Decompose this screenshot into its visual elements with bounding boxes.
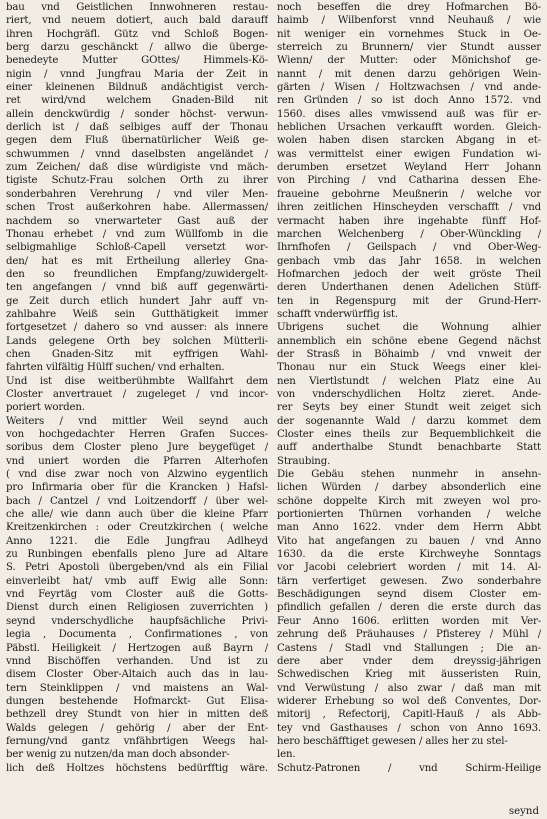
text-line: Die Gebäu stehen nunmehr in ansehn- — [277, 469, 541, 481]
text-line: Weiters / vnd mittler Weil seynd auch — [6, 415, 268, 427]
text-line: heblichen Ursachen verkaufft worden. Gleich- — [277, 122, 541, 134]
text-line: Päbstl. Heiligkeit / Hertzogen auß Bayrn / — [6, 642, 268, 654]
text-line: bethzell drey Stundt von hier in mitten deß — [6, 709, 268, 721]
text-line: seynd vnderschydliche haupfsächliche Privi- — [6, 615, 268, 627]
text-line: Closter anvertrauet / zugeleget / vnd incor- — [6, 388, 268, 400]
text-line: der sogenannte Wald / darzu kommet dem — [277, 415, 541, 427]
text-line: lich deß Holtzes höchstens bedürfftig wäre. — [6, 762, 268, 774]
text-line: tern Steinklippen / vnd maistens an Wal- — [6, 682, 268, 694]
text-line: pfindlich gefallen / deren die erste durch das — [277, 602, 541, 614]
text-line: sonderbahren Verehrung / vnd viler Men- — [6, 188, 268, 200]
text-line: gärten / Wisen / Holtzwachsen / vnd ande- — [277, 82, 541, 94]
text-line: wolen haben disen starcken Abgang in et- — [277, 135, 541, 147]
text-line: Thonau nur ein Stuck Weegs einer klei- — [277, 362, 541, 374]
text-line: riert, vnd neuem dotiert, auch bald darauff — [6, 15, 268, 27]
text-line: widerer Erhebung so wol deß Conventes, Dor- — [277, 695, 541, 707]
text-line: fahrten vilfältig Hülff suchen/ vnd erhalten. — [6, 362, 225, 374]
text-line: Wienn/ der Mutter: oder Mönichshof ge- — [277, 55, 541, 67]
right-text-column — [277, 1, 541, 775]
text-line: schafft vnderwürffig ist. — [277, 308, 398, 320]
text-line: ihren zeitlichen Hinscheyden verschafft / vnd — [277, 202, 541, 214]
text-line: tärn verfertiget gewesen. Zwo sonderbahre — [277, 575, 541, 587]
text-line: von Pirching / vnd Catharina dessen Ehe- — [277, 175, 541, 187]
text-line: der Strasß in Böhaimb / vnd vnweit der — [277, 348, 541, 360]
text-line: Straubing. — [277, 455, 331, 467]
text-line: vnd Verwüstung / also zwar / daß man mit — [277, 682, 541, 694]
text-line: Closter eines theils zur Bequemblichkeit die — [277, 429, 541, 440]
text-line: Castens / Stadl vnd Stallungen ; Die an- — [277, 642, 541, 654]
text-line: von hochgedachter Herren Grafen Succes- — [6, 429, 268, 440]
text-line: rer Seyts bey einer Stundt weit zeiget sich — [277, 402, 541, 414]
text-line: ihren Hochgräfl. Gütz vnd Schloß Bogen- — [6, 28, 268, 40]
text-line: chen Gnaden-Sitz mit eyffrigen Wahl- — [6, 348, 268, 360]
text-line: schwummen / vnnd daselbsten angeländet / — [6, 148, 268, 160]
text-line: tigiste Schutz-Frau solchen Orth zu ihrer — [6, 175, 268, 187]
text-line: ret wird/vnd welchem Gnaden-Bild nit — [6, 95, 268, 107]
text-line: fortgesetzet / dahero so vnd ausser: als innere — [6, 322, 268, 334]
text-line: berg darzu geschänckt / allwo die überge- — [6, 42, 268, 54]
text-line: nigin / vnnd Jungfrau Maria der Zeit in — [6, 68, 268, 80]
text-line: einverleibt hat/ vmb auff Ewig alle Sonn: — [6, 575, 268, 587]
text-line: zehrung deß Präuhauses / Pfisterey / Mühl / — [277, 629, 541, 641]
text-line: vermacht haben ihre ingehabte fünff Hof- — [277, 215, 541, 227]
text-line: Und ist dise weitberühmbte Wallfahrt dem — [6, 375, 268, 387]
text-line: ten angefangen / vnnd biß auff gegenwärti- — [6, 282, 268, 294]
text-line: Feur Anno 1606. erlitten worden mit Ver- — [277, 615, 541, 627]
text-line: marchen Welchenberg / Ober-Wünckling / — [277, 228, 541, 240]
catchword: seynd — [508, 806, 539, 817]
text-line: bau vnd Geistlichen Innwohneren restau- — [6, 2, 268, 13]
text-line: man Anno 1622. vnder dem Herrn Abbt — [277, 522, 541, 534]
text-line: zu Runbingen ebenfalls pleno Jure ad Altare — [6, 549, 268, 561]
text-line: vnd Feyrtäg vom Closter auß die Gotts- — [6, 589, 268, 601]
text-line: S. Petri Apostoli übergeben/vnd als ein Filial — [6, 562, 268, 574]
text-line: Kreitzenkirchen : oder Creutzkirchen ( welche — [6, 522, 268, 534]
text-line: gegen dem Fluß übernatürlicher Weiß ge- — [6, 135, 268, 147]
text-line: haimb / Wilbenforst vnnd Neuhauß / wie — [277, 15, 541, 27]
text-line: ( vnd dise zwar noch von Alzwino eygentlich — [6, 469, 268, 481]
text-line: schöne doppelte Kirch mit zweyen wol pro- — [277, 495, 541, 507]
text-line: von vnderschydlichen Holtz zieret. Ande- — [277, 388, 541, 400]
text-line: disem Closter Ober-Altaich auch das in lau- — [6, 669, 268, 681]
text-line: Thonau erhebet / vnd zum Wüllfomb in die — [6, 228, 268, 240]
text-line: Ubrigens suchet die Wohnung alhier — [277, 322, 541, 334]
text-line: mitorij , Refectorij, Capitl-Hauß / als Abb- — [277, 709, 541, 721]
text-line: derlich ist / daß selbiges auff der Thonau — [6, 122, 268, 134]
text-line: den so freundlichen Empfang/zuwidergelt- — [6, 268, 268, 280]
text-line: Beschädigungen seynd disem Closter em- — [277, 589, 541, 601]
text-line: fernung/vnd gantz vnfähbrtigen Weegs hal- — [6, 735, 268, 747]
text-line: Schutz-Patronen / vnd Schirm-Heilige — [277, 762, 541, 774]
text-line: selbigmahlige Schloß-Capell versetzt wor- — [6, 242, 268, 254]
text-line: sterreich zu Brunnern/ vier Stundt ausser — [277, 42, 541, 54]
text-line: deren Underthanen denen Adelichen Stüff- — [277, 282, 541, 294]
left-text-column — [6, 1, 268, 775]
text-line: ren Gründen / so ist doch Anno 1572. vnd — [277, 95, 541, 107]
text-line: vnnd Bischöffen verhanden. Und ist zu — [6, 655, 268, 667]
text-line: che alle/ wie dann auch über die kleine Pfarr — [6, 509, 268, 521]
text-line: zahlbahre Weiß sein Gutthätigkeit immer — [6, 308, 268, 320]
text-line: schen Trost außerkohren habe. Allermassen/ — [6, 202, 268, 214]
text-line: fraueine gebohrne Meußnerin / welche vor — [277, 188, 541, 200]
text-line: 1560. dises alles vmwissend auß was für er- — [277, 108, 541, 120]
text-line: dungen bestehende Hofmarckt- Gut Elisa- — [6, 695, 268, 707]
text-line: 1630. da die erste Kirchweyhe Sonntags — [277, 549, 541, 561]
text-line: ber wenig zu nutzen/da man doch absonder- — [6, 749, 230, 761]
text-line: Anno 1221. die Edle Jungfrau Adlheyd — [6, 535, 268, 547]
text-line: bach / Cantzel / vnd Loitzendorff / über wel- — [6, 495, 268, 507]
text-line: nachdem so vnerwarteter Gast auß der — [6, 215, 268, 227]
text-line: lichen Würden / darbey absonderlich eine — [277, 482, 541, 494]
text-line: portionierten Thürnen vorhanden / welche — [277, 509, 541, 521]
text-line: auff anderthalbe Stundt benachbarte Statt — [277, 442, 541, 454]
text-line: allein denckwürdig / sonder höchst- verwun- — [6, 108, 268, 120]
text-line: Schwedischen Krieg mit äusseristen Ruin, — [277, 669, 541, 681]
text-line: zum Zeichen/ daß dise würdigiste vnd mäch- — [6, 162, 268, 174]
text-line: den/ hat es mit Ertheilung allerley Gna- — [6, 255, 268, 267]
text-line: ge Zeit durch etlich hundert Jahr auff vn- — [6, 295, 268, 307]
text-line: legia , Documenta , Confirmationes , von — [6, 629, 268, 641]
text-line: vor Jacobi celebriert worden / mit 14. Al- — [277, 562, 541, 574]
text-line: Ihrnfhofen / Geilspach / vnd Ober-Weg- — [277, 242, 541, 254]
text-line: derumben ersetzet Weyland Herr Johann — [277, 162, 541, 174]
text-line: benedeyte Mutter GOttes/ Himmels-Kö- — [6, 55, 268, 67]
text-line: Walds gelegen / gehörig / aber der Ent- — [6, 722, 268, 734]
text-line: soribus dem Closter pleno Jure beygefüget / — [6, 442, 268, 454]
text-line: nen Viertlstundt / welchen Platz eine Au — [277, 375, 541, 387]
text-line: dere aber vnder dem dreyssig-jährigen — [277, 655, 541, 667]
text-line: annemblich ein schöne ebene Gegend nächst — [277, 335, 541, 347]
text-line: nit weniger ein vornehmes Stuck in Oe- — [277, 28, 541, 40]
text-line: Lands gelegene Orth bey solchen Mütterli- — [6, 335, 268, 347]
text-line: pro Infirmaria ober für die Krancken ) Hafsl- — [6, 482, 268, 494]
text-line: Vito hat angefangen zu bauen / vnd Anno — [277, 535, 541, 547]
text-line: tey vnd Gasthauses / schon von Anno 1693. — [277, 722, 541, 734]
text-line: was vermittelst einer ewigen Fundation wi- — [277, 148, 541, 160]
text-line: len. — [277, 749, 296, 761]
text-line: ten in Regenspurg mit der Grund-Herr- — [277, 295, 541, 307]
text-line: Hofmarchen jedoch der weit gröste Theil — [277, 268, 541, 280]
text-line: Dienst durch einen Religiosen zuverrichten ) — [6, 602, 268, 614]
text-line: einer kleinenen Bildnuß andächtigist verch- — [6, 82, 268, 94]
text-line: nannt / mit denen darzu gehörigen Wein- — [277, 68, 541, 80]
text-line: genbach vmb das Jahr 1658. in welchen — [277, 255, 541, 267]
text-line: vnd uniert worden die Pfarren Alterhofen — [6, 455, 268, 467]
text-line: hero beschäfftiget gewesen / alles her zu stel- — [277, 735, 508, 747]
text-line: noch beseffen die drey Hofmarchen Bö- — [277, 2, 541, 13]
text-line: poriert worden. — [6, 402, 85, 414]
